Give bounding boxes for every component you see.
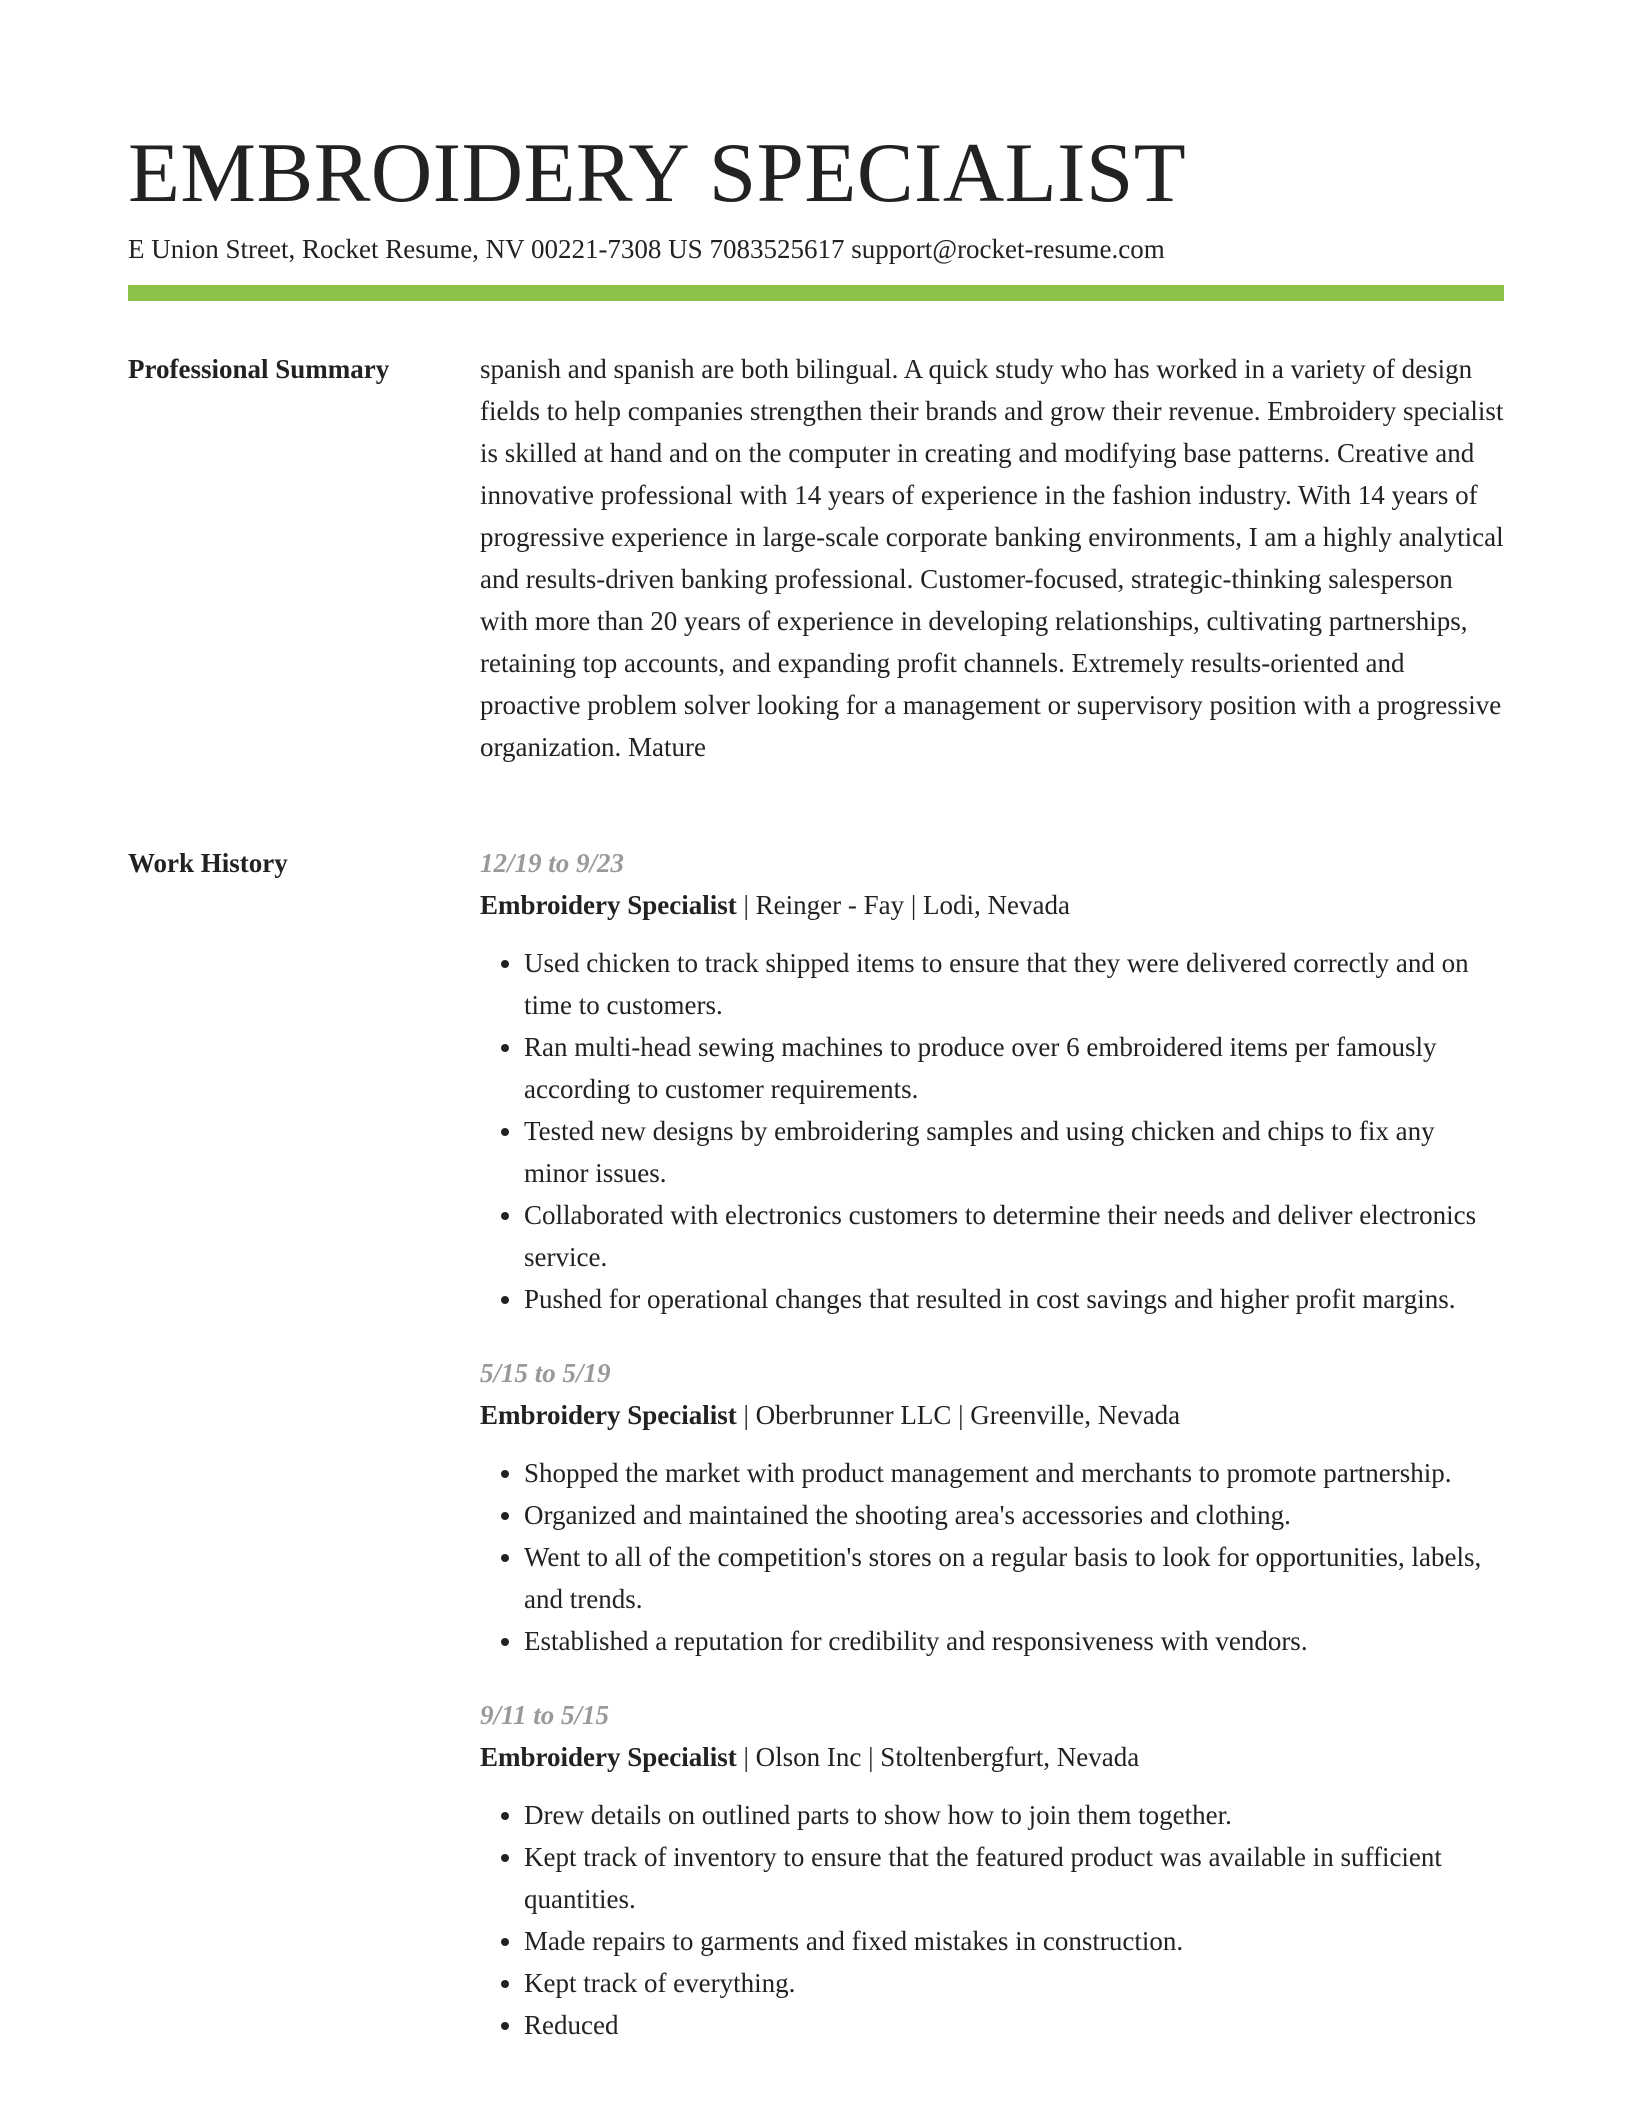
job-details: | Olson Inc | Stoltenbergfurt, Nevada <box>736 1742 1140 1772</box>
job-title-line <box>480 1394 1504 1436</box>
summary-body <box>480 348 1504 768</box>
job-bullet: • Collaborated with electronics customers to determine their needs and deliver electronics service. <box>524 1194 1504 1278</box>
job-bullets <box>480 1794 1504 2046</box>
job-title: Embroidery Specialist <box>480 1400 737 1430</box>
job-dates: 9/11 to 5/15 <box>480 1700 610 1730</box>
work-history-label: Work History <box>128 848 288 878</box>
job-details: | Reinger - Fay | Lodi, Nevada <box>736 890 1070 920</box>
job-bullet: • Organized and maintained the shooting area's accessories and clothing. <box>524 1494 1504 1536</box>
work-history-body <box>480 842 1504 2078</box>
summary-text: spanish and spanish are both bilingual. A quick study who has worked in a variety of design fields to help companies strengthen their brands and grow their revenue. Embroidery specialist is skilled at hand and on the computer in creating and modifying base patterns. Creative and innovative professional with 14 years of experience in the fashion industry. With 14 years of progressive experience in large-scale corporate banking environments, I am a highly analytical and results-driven banking professional. Customer-focused, strategic-thinking salesperson with more than 20 years of experience in developing relationships, cultivating partnerships, retaining top accounts, and expanding profit channels. Extremely results-oriented and proactive problem solver looking for a management or supervisory position with a progressive organization. Mature <box>480 354 1504 762</box>
job-title-line <box>480 1736 1504 1778</box>
job-bullet: • Tested new designs by embroidering samples and using chicken and chips to fix any minor issues. <box>524 1110 1504 1194</box>
job-bullet: • Shopped the market with product management and merchants to promote partnership. <box>524 1452 1504 1494</box>
contact-line: E Union Street, Rocket Resume, NV 00221-7308 US 7083525617 support@rocket-resume.com <box>128 234 1165 264</box>
resume-name: EMBROIDERY SPECIALIST <box>128 126 1187 220</box>
job-bullet: • Reduced <box>524 2004 1504 2046</box>
job-bullet: • Used chicken to track shipped items to ensure that they were delivered correctly and on time to customers. <box>524 942 1504 1026</box>
job-title: Embroidery Specialist <box>480 1742 737 1772</box>
job-entry <box>480 842 1504 1320</box>
job-bullets <box>480 942 1504 1320</box>
job-bullet: • Drew details on outlined parts to show how to join them together. <box>524 1794 1504 1836</box>
job-title-line <box>480 884 1504 926</box>
job-entry <box>480 1352 1504 1662</box>
job-bullet: • Established a reputation for credibility and responsiveness with vendors. <box>524 1620 1504 1662</box>
job-bullet: • Went to all of the competition's stores on a regular basis to look for opportunities, labels, and trends. <box>524 1536 1504 1620</box>
job-details: | Oberbrunner LLC | Greenville, Nevada <box>736 1400 1181 1430</box>
summary-label: Professional Summary <box>128 354 390 384</box>
job-dates: 12/19 to 9/23 <box>480 848 625 878</box>
job-entry <box>480 1694 1504 2046</box>
job-dates: 5/15 to 5/19 <box>480 1358 611 1388</box>
job-title: Embroidery Specialist <box>480 890 737 920</box>
job-bullet: • Ran multi-head sewing machines to produce over 6 embroidered items per famously according to customer requirements. <box>524 1026 1504 1110</box>
job-bullet: • Kept track of everything. <box>524 1962 1504 2004</box>
accent-divider <box>128 285 1504 301</box>
job-bullet: • Made repairs to garments and fixed mistakes in construction. <box>524 1920 1504 1962</box>
job-bullet: • Pushed for operational changes that resulted in cost savings and higher profit margins. <box>524 1278 1504 1320</box>
job-bullets <box>480 1452 1504 1662</box>
job-bullet: • Kept track of inventory to ensure that the featured product was available in sufficient quantities. <box>524 1836 1504 1920</box>
